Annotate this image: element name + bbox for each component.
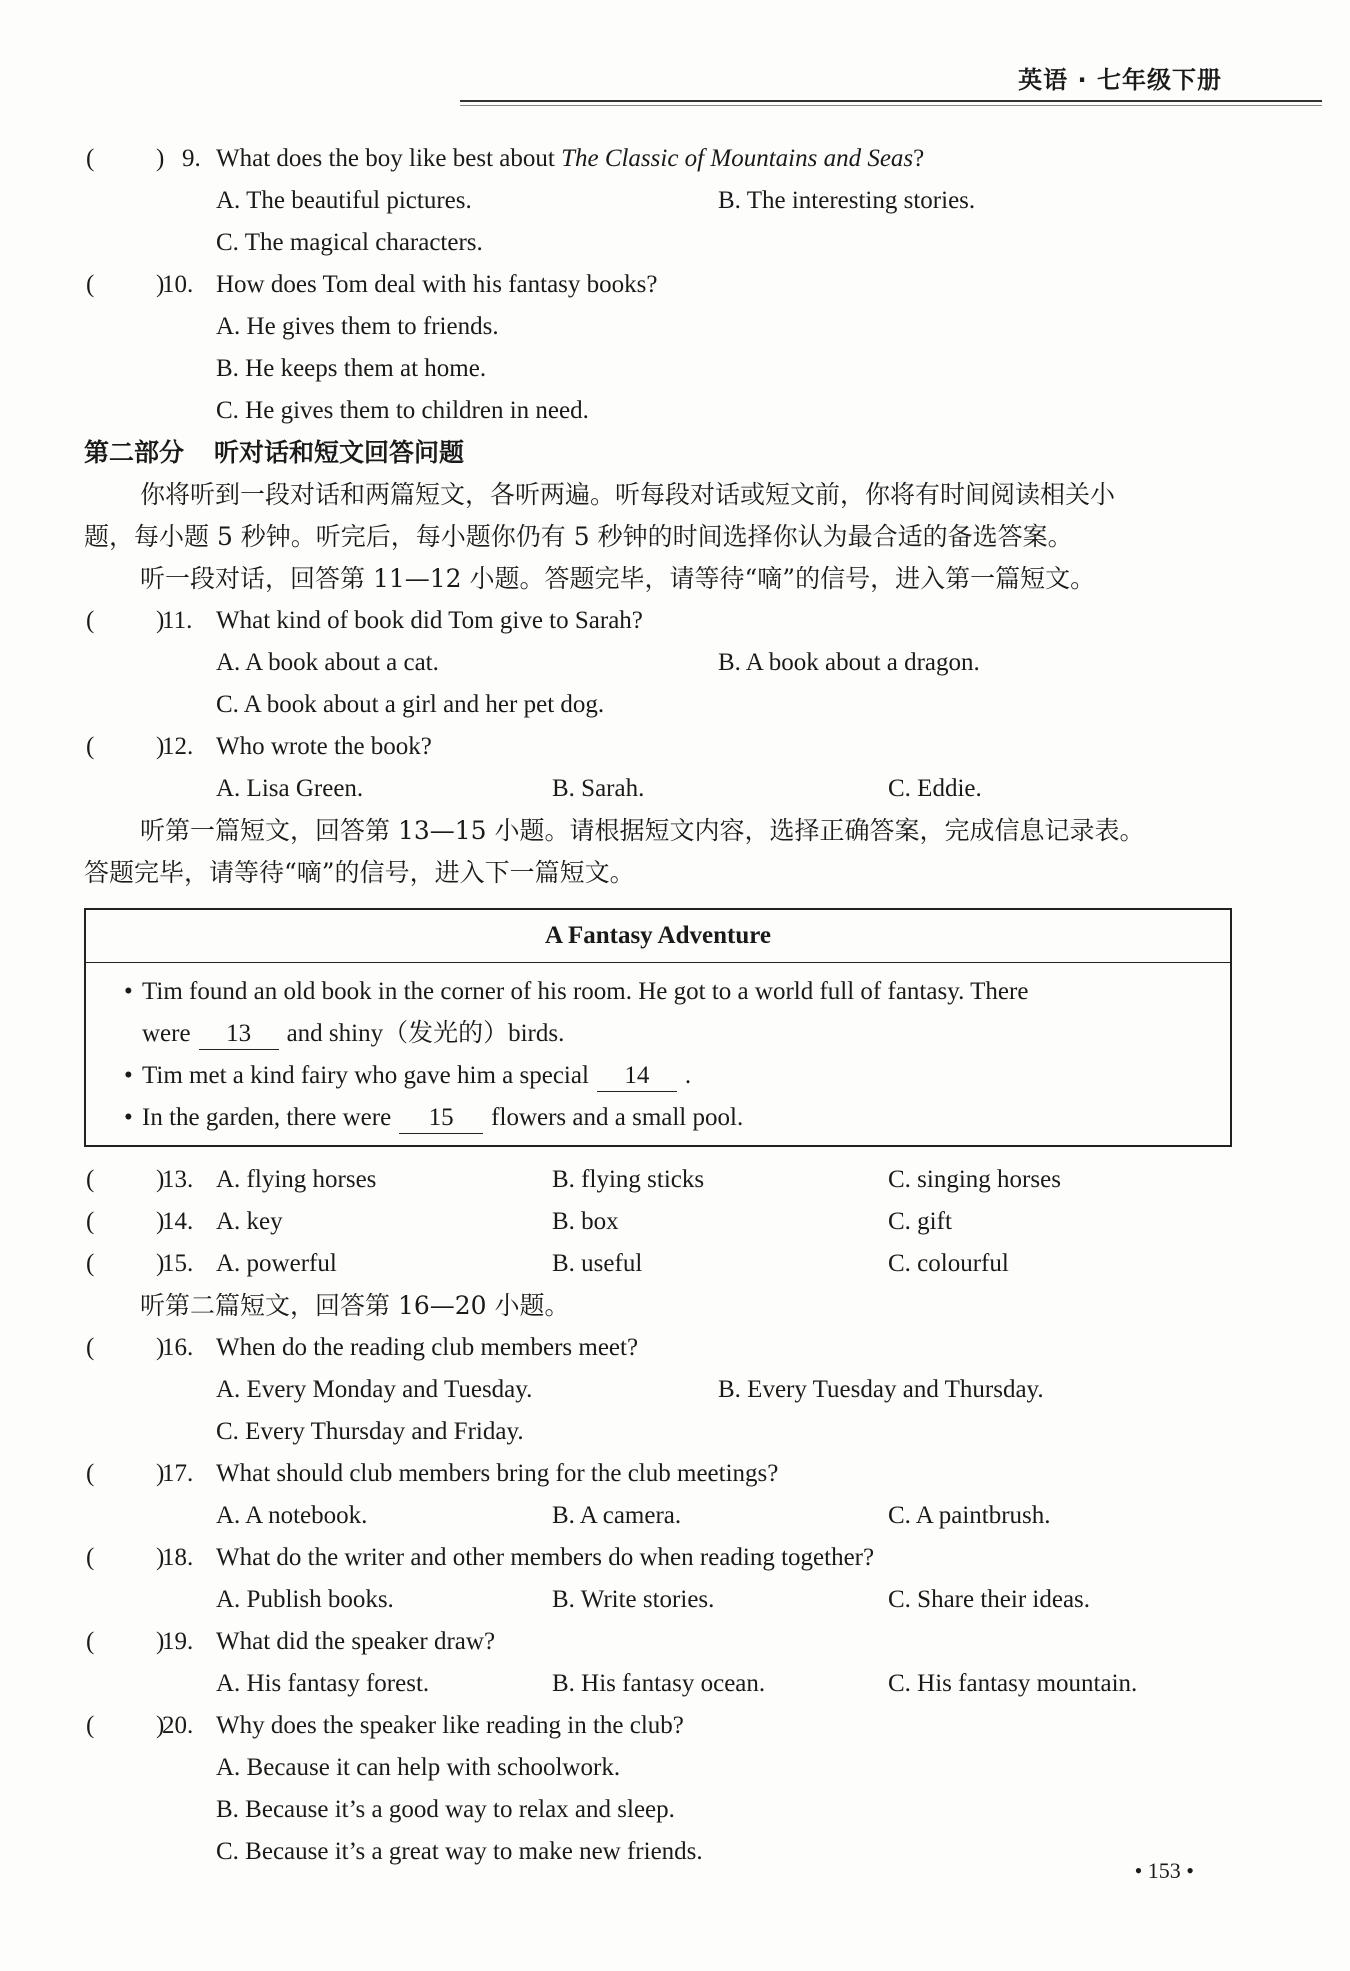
options-row: [84, 1831, 1234, 1873]
option-b: B. useful: [552, 1250, 643, 1277]
option-b: B. Every Tuesday and Thursday.: [718, 1376, 1044, 1403]
option-c: C. singing horses: [888, 1166, 1061, 1193]
question-9: ( ) 9. What does the boy like best about The Classic of Mountains and Seas?: [84, 138, 1234, 180]
table-title: A Fantasy Adventure: [86, 910, 1230, 963]
option-a: A. Lisa Green.: [216, 775, 364, 802]
bullet-item: • Tim found an old book in the corner of his room. He got to a world full of fantasy. There: [124, 978, 1029, 1005]
question-number: 15.: [162, 1250, 194, 1277]
blank-15[interactable]: 15: [399, 1103, 483, 1134]
question-text: When do the reading club members meet?: [216, 1334, 639, 1361]
option-c: C. A paintbrush.: [888, 1502, 1051, 1529]
option-c: C. gift: [888, 1208, 952, 1235]
blank-13[interactable]: 13: [199, 1019, 279, 1050]
question-number: 20.: [162, 1712, 194, 1739]
options-row: [84, 222, 1234, 264]
page-number: • 153 •: [1134, 1858, 1194, 1883]
option-b: B. box: [552, 1208, 619, 1235]
option-a: A. He gives them to friends.: [216, 313, 499, 340]
option-c: C. His fantasy mountain.: [888, 1670, 1138, 1697]
question-number: 14.: [162, 1208, 194, 1235]
option-a: A. flying horses: [216, 1166, 377, 1193]
option-b: B. Sarah.: [552, 775, 645, 802]
question-text: What should club members bring for the club meetings?: [216, 1460, 779, 1487]
bullet-item: • In the garden, there were 15 flowers and a small pool.: [124, 1097, 1218, 1139]
options-row: [84, 390, 1234, 432]
option-a: A. Every Monday and Tuesday.: [216, 1376, 533, 1403]
header-rule: [460, 100, 1322, 102]
option-b: B. A book about a dragon.: [718, 649, 980, 676]
options-row: [84, 1579, 1234, 1621]
table-body: [86, 963, 1230, 1145]
header-title: 英语 · 七年级下册: [1018, 66, 1222, 94]
passage1-instructions-2: 答题完毕，请等待“嘀”的信号，进入下一篇短文。: [84, 858, 635, 887]
option-a: A. Publish books.: [216, 1586, 394, 1613]
question-number: 10.: [162, 271, 194, 298]
option-a: A. key: [216, 1208, 283, 1235]
instructions-line-1: 你将听到一段对话和两篇短文，各听两遍。听每段对话或短文前，你将有时间阅读相关小: [140, 480, 1116, 509]
option-c: C. colourful: [888, 1250, 1009, 1277]
options-row: [84, 1789, 1234, 1831]
question-text: Why does the speaker like reading in the club?: [216, 1712, 684, 1739]
page-content: [84, 138, 1234, 1873]
option-c: C. Because it’s a great way to make new friends.: [216, 1838, 703, 1865]
question-11: ( ) 11. What kind of book did Tom give to Sarah?: [84, 600, 1234, 642]
options-row: [84, 768, 1234, 810]
option-c: C. Share their ideas.: [888, 1586, 1091, 1613]
question-text: How does Tom deal with his fantasy books?: [216, 271, 658, 298]
option-c: C. He gives them to children in need.: [216, 397, 589, 424]
option-b: B. flying sticks: [552, 1166, 705, 1193]
option-a: A. His fantasy forest.: [216, 1670, 430, 1697]
option-c: C. Every Thursday and Friday.: [216, 1418, 524, 1445]
question-number: 18.: [162, 1544, 194, 1571]
question-number: 12.: [162, 733, 194, 760]
passage2-instructions: 听第二篇短文，回答第 16—20 小题。: [140, 1291, 570, 1320]
blank-14[interactable]: 14: [597, 1061, 677, 1092]
options-row: [84, 180, 1234, 222]
instructions-line-2: 题，每小题 5 秒钟。听完后，每小题你仍有 5 秒钟的时间选择你认为最合适的备选答案。: [84, 522, 1073, 551]
question-text: What does the boy like best about The Classic of Mountains and Seas?: [216, 145, 925, 172]
option-b: B. The interesting stories.: [718, 187, 976, 214]
option-a: A. powerful: [216, 1250, 337, 1277]
option-c: C. Eddie.: [888, 775, 982, 802]
question-10: ( ) 10. How does Tom deal with his fantasy books?: [84, 264, 1234, 306]
section-title: 听对话和短文回答问题: [214, 438, 465, 467]
question-number: 11.: [162, 607, 193, 634]
question-number: 9.: [182, 145, 201, 172]
question-text: What do the writer and other members do when reading together?: [216, 1544, 875, 1571]
option-a: A. A notebook.: [216, 1502, 368, 1529]
question-16: ( ) 16. When do the reading club members meet?: [84, 1327, 1234, 1369]
option-a: A. The beautiful pictures.: [216, 187, 472, 214]
options-row: [84, 642, 1234, 684]
bullet-item-continued: were 13 and shiny（发光的）birds.: [124, 1013, 1218, 1055]
option-b: B. Because it’s a good way to relax and sleep.: [216, 1796, 675, 1823]
question-17: ( ) 17. What should club members bring for the club meetings?: [84, 1453, 1234, 1495]
section-label: 第二部分: [84, 438, 185, 467]
question-text: What kind of book did Tom give to Sarah?: [216, 607, 643, 634]
question-13: ( ) 13. A. flying horses B. flying sticks C. singing horses: [84, 1159, 1234, 1201]
question-19: ( ) 19. What did the speaker draw?: [84, 1621, 1234, 1663]
options-row: [84, 1663, 1234, 1705]
question-18: ( ) 18. What do the writer and other members do when reading together?: [84, 1537, 1234, 1579]
question-20: ( ) 20. Why does the speaker like reading in the club?: [84, 1705, 1234, 1747]
question-number: 17.: [162, 1460, 194, 1487]
options-row: [84, 1411, 1234, 1453]
question-text: What did the speaker draw?: [216, 1628, 496, 1655]
option-a: A. A book about a cat.: [216, 649, 439, 676]
option-b: B. He keeps them at home.: [216, 355, 487, 382]
passage1-instructions-1: 听第一篇短文，回答第 13—15 小题。请根据短文内容，选择正确答案，完成信息记录表。: [140, 816, 1145, 845]
option-c: C. A book about a girl and her pet dog.: [216, 691, 605, 718]
question-12: ( ) 12. Who wrote the book?: [84, 726, 1234, 768]
question-number: 16.: [162, 1334, 194, 1361]
option-b: B. His fantasy ocean.: [552, 1670, 766, 1697]
question-14: ( ) 14. A. key B. box C. gift: [84, 1201, 1234, 1243]
options-row: [84, 306, 1234, 348]
options-row: [84, 1747, 1234, 1789]
bullet-item: • Tim met a kind fairy who gave him a special 14 .: [124, 1055, 1218, 1097]
options-row: [84, 1495, 1234, 1537]
option-b: B. Write stories.: [552, 1586, 715, 1613]
question-number: 19.: [162, 1628, 194, 1655]
question-number: 13.: [162, 1166, 194, 1193]
info-record-table: [84, 908, 1232, 1147]
question-15: ( ) 15. A. powerful B. useful C. colourful: [84, 1243, 1234, 1285]
question-text: Who wrote the book?: [216, 733, 432, 760]
section-heading: [84, 432, 1234, 474]
option-a: A. Because it can help with schoolwork.: [216, 1754, 621, 1781]
option-b: B. A camera.: [552, 1502, 682, 1529]
option-c: C. The magical characters.: [216, 229, 483, 256]
options-row: [84, 1369, 1234, 1411]
options-row: [84, 348, 1234, 390]
options-row: [84, 684, 1234, 726]
header-rule-thin: [460, 105, 1322, 106]
dialog-instructions: 听一段对话，回答第 11—12 小题。答题完毕，请等待“嘀”的信号，进入第一篇短文。: [140, 564, 1096, 593]
